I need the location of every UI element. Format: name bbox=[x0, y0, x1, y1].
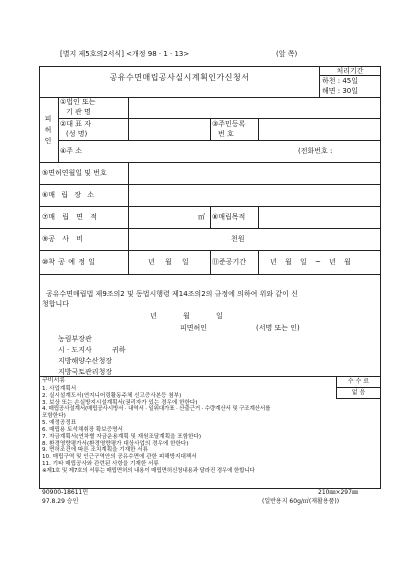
attachment-item: 11. 기타 매립공사와 관련된 사항을 기재한 서류 bbox=[42, 460, 159, 467]
reclamation-purpose-label: ⑧매립목적 bbox=[212, 213, 246, 221]
page-side-note: (앞 쪽) bbox=[276, 50, 298, 58]
applicant-signature-label: 피면허인 bbox=[180, 324, 208, 332]
reclamation-purpose-value[interactable] bbox=[259, 207, 379, 227]
attachment-note: ※제1호 및 제7호의 서류는 매립면허의 내용이 매립면허신청내용과 달라진 경우에 한합니다 bbox=[42, 467, 255, 474]
applicant-section-label: 피 허 인 bbox=[44, 115, 52, 145]
phone-label: (전화번호 : bbox=[298, 147, 333, 155]
processing-period-river: 하천 : 45일 bbox=[322, 77, 359, 85]
attachment-item: 10. 매립구역 및 인근구역안의 공유수면에 관한 피해방지대책서 bbox=[42, 454, 197, 461]
cost-unit: 천원 bbox=[231, 235, 245, 243]
paper-type: (일반용지 60g/㎡(재활용품)) bbox=[262, 498, 340, 505]
attachments-list bbox=[42, 386, 378, 475]
reclamation-site-label: ⑥매 립 장 소 bbox=[42, 191, 94, 199]
attachment-item: 5. 예정공정표 bbox=[42, 420, 77, 427]
gwiha-honorific: 귀하 bbox=[112, 346, 126, 354]
attachments-title: 구비서류 bbox=[42, 377, 66, 384]
completion-period-value[interactable]: 년 월 일 ~ 년 월 bbox=[270, 258, 351, 266]
representative-value[interactable] bbox=[129, 119, 209, 139]
license-date-label: ⑤면허연월일 및 번호 bbox=[42, 169, 107, 177]
attachment-item: 1. 사업계획서 bbox=[42, 386, 77, 392]
representative-label-2: (성 명) bbox=[66, 130, 88, 138]
license-date-value[interactable] bbox=[129, 163, 379, 183]
statement-line-1: 공유수면매립법 제9조의2 및 동법시행령 제14조의2의 규정에 의하여 위와 같이 신 bbox=[46, 290, 298, 298]
form-title: 공유수면매립공사실시계획인가신청서 bbox=[109, 73, 250, 82]
form-code: 90900-18611민 bbox=[42, 489, 89, 496]
reclamation-area-value[interactable] bbox=[129, 207, 195, 227]
signature-placeholder[interactable]: (서명 또는 인) bbox=[256, 324, 300, 332]
attachment-item: 7. 자금계획서(연차별 자금운용계획 및 재원조달계획을 포함한다) bbox=[42, 433, 202, 440]
fee-label: 수 수 료 bbox=[347, 378, 370, 385]
attachment-item: 9. 면허조건에 따른 조치계획을 기재한 서류 bbox=[42, 447, 149, 454]
corp-name-value[interactable] bbox=[129, 98, 379, 117]
corp-name-label-2: 기 관 명 bbox=[66, 108, 91, 116]
reclamation-site-value[interactable] bbox=[129, 185, 379, 205]
statement-line-2: 청합니다 bbox=[42, 300, 70, 308]
address-label: ④주 소 bbox=[60, 147, 83, 155]
paper-size: 210㎜×297㎜ bbox=[318, 489, 358, 496]
fee-value: 없 음 bbox=[351, 389, 366, 396]
representative-label-1: ②대 표 자 bbox=[60, 120, 92, 128]
recipient-land: 지방국토관리청장 bbox=[58, 368, 113, 376]
address-value[interactable] bbox=[129, 141, 289, 161]
recipient-maritime: 지방해양수산청장 bbox=[58, 357, 113, 365]
resident-id-label-1: ③주민등록 bbox=[212, 120, 246, 128]
processing-period-label: 처리기간 bbox=[336, 67, 364, 75]
attachment-item: 3. 보상 또는 손실방지시설계획서(권리자가 있는 경우에 한한다) bbox=[42, 399, 198, 406]
attachment-item: 2. 실시설계도서(연지니어링활동주체 신고증사본등 첨부) bbox=[42, 392, 182, 399]
attachment-item: 8. 환경영향평가서(환경영향평가 대상사업의 경우에 한한다) bbox=[42, 440, 189, 447]
area-unit: ㎡ bbox=[198, 213, 205, 221]
reclamation-area-label: ⑦매 립 면 적 bbox=[42, 213, 97, 221]
attachment-item: 6. 매립용 토석채취장 확보증명서 bbox=[42, 426, 123, 433]
corp-name-label-1: ①법인 또는 bbox=[60, 98, 96, 106]
start-date-label: ⑩착 공 예 정 일 bbox=[42, 258, 95, 266]
approval-date: 97.8.29 승인 bbox=[42, 498, 79, 505]
resident-id-label-2: 번 호 bbox=[218, 130, 234, 138]
application-date[interactable]: 년 월 일 bbox=[150, 312, 223, 320]
construction-cost-value[interactable] bbox=[129, 229, 227, 249]
construction-cost-label: ⑨공 사 비 bbox=[42, 235, 84, 243]
resident-id-value[interactable] bbox=[259, 119, 379, 139]
processing-period-sea: 해면 : 30일 bbox=[322, 87, 359, 95]
completion-period-label: ⑪준공기간 bbox=[212, 258, 247, 266]
attachment-item: 포함한다) bbox=[42, 413, 66, 420]
form-reference: [별지 제5호의2서식] <개정 98 · 1 · 13> bbox=[60, 50, 190, 58]
start-date-value[interactable]: 년 월 일 bbox=[148, 258, 189, 266]
recipient-governor: 시 · 도지사 bbox=[58, 346, 92, 354]
recipient-ministry: 농림부장관 bbox=[58, 335, 92, 343]
attachment-item: 4. 매립공사설계서(매립공사시방서 · 내역서 · 일위대가표 · 산출근거 · 수량계산서 및 구조계산서를 bbox=[42, 406, 271, 413]
